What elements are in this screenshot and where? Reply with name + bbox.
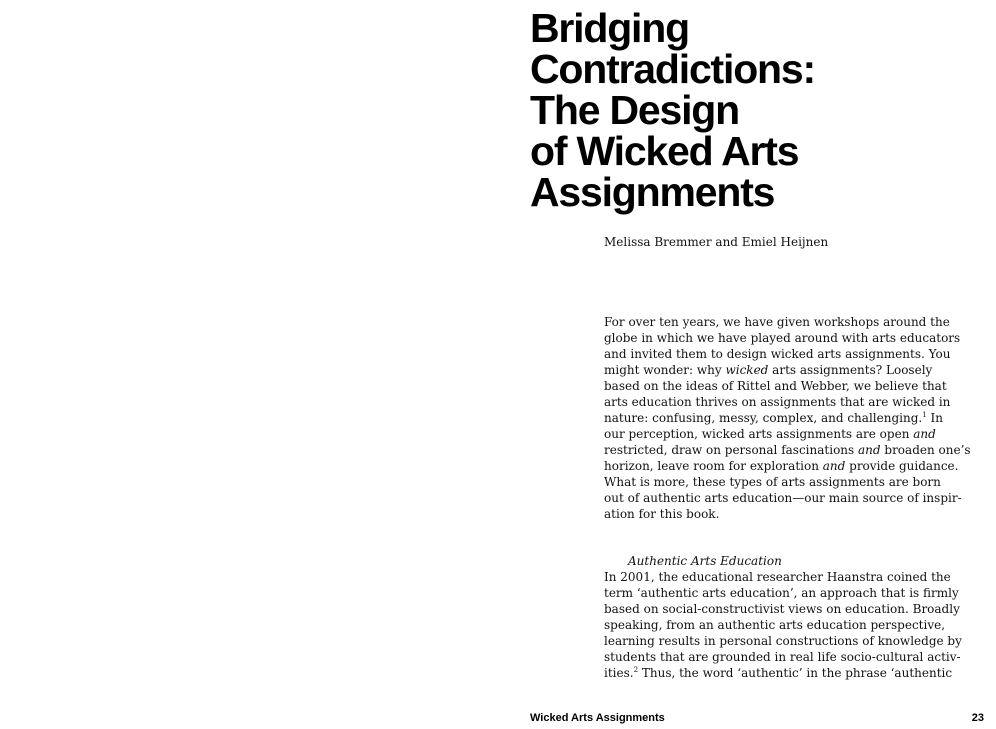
text-line: and invited them to design wicked arts assignments. You bbox=[604, 347, 951, 361]
text-line bbox=[604, 665, 964, 681]
text-line: globe in which we have played around with arts educators bbox=[604, 331, 961, 345]
text-line: based on the ideas of Rittel and Webber, we believe that bbox=[604, 379, 947, 393]
footnote-marker: 2 bbox=[633, 666, 639, 674]
emphasis: and bbox=[913, 427, 936, 441]
footnote-marker: 1 bbox=[922, 411, 927, 419]
section-heading: Authentic Arts Education bbox=[628, 554, 782, 568]
chapter-title bbox=[530, 5, 970, 215]
text-line: out of authentic arts education—our main source of inspir- bbox=[604, 491, 962, 505]
text-line: arts education thrives on assignments that are wicked in bbox=[604, 395, 951, 409]
text-line: speaking, from an authentic arts education perspective, bbox=[604, 618, 946, 632]
running-footer-title: Wicked Arts Assignments bbox=[530, 712, 665, 724]
text-run: In bbox=[926, 411, 943, 425]
title-line: Contradictions: bbox=[530, 46, 815, 92]
section-paragraph bbox=[604, 569, 964, 681]
text-line: What is more, these types of arts assignments are born bbox=[604, 475, 941, 489]
title-line: The Design bbox=[530, 87, 739, 133]
text-run: might wonder: why bbox=[604, 363, 726, 377]
text-line: ation for this book. bbox=[604, 507, 720, 521]
text-run: nature: confusing, messy, complex, and challenging. bbox=[604, 411, 923, 425]
author-byline: Melissa Bremmer and Emiel Heijnen bbox=[604, 235, 829, 249]
text-line: In 2001, the educational researcher Haanstra coined the bbox=[604, 570, 951, 584]
text-line bbox=[604, 458, 964, 474]
text-run: ities. bbox=[604, 666, 634, 680]
text-run: broaden one’s bbox=[880, 443, 971, 457]
text-line bbox=[604, 442, 971, 458]
text-line bbox=[604, 426, 964, 442]
title-line: Bridging bbox=[530, 5, 689, 51]
title-line: of Wicked Arts bbox=[530, 128, 799, 174]
text-line: learning results in personal constructions of knowledge by bbox=[604, 634, 962, 648]
text-line: based on social-constructivist views on education. Broadly bbox=[604, 602, 960, 616]
emphasis: wicked bbox=[725, 363, 769, 377]
text-line bbox=[604, 362, 964, 378]
emphasis: and bbox=[822, 459, 846, 473]
intro-paragraph bbox=[604, 314, 971, 522]
text-line: students that are grounded in real life socio-cultural activ- bbox=[604, 650, 961, 664]
text-run: arts assignments? Loosely bbox=[768, 363, 933, 377]
text-run: our perception, wicked arts assignments are open bbox=[604, 427, 914, 441]
page-number: 23 bbox=[971, 712, 984, 724]
text-run: provide guidance. bbox=[845, 459, 959, 473]
title-line: Assignments bbox=[530, 169, 775, 215]
text-line: term ‘authentic arts education’, an approach that is firmly bbox=[604, 586, 959, 600]
text-line bbox=[604, 410, 964, 426]
text-run: horizon, leave room for exploration bbox=[604, 459, 823, 473]
text-run: restricted, draw on personal fascinations bbox=[604, 443, 858, 457]
text-line: For over ten years, we have given workshops around the bbox=[604, 315, 950, 329]
emphasis: and bbox=[858, 443, 881, 457]
text-run: Thus, the word ‘authentic’ in the phrase ‘authentic bbox=[638, 666, 953, 680]
